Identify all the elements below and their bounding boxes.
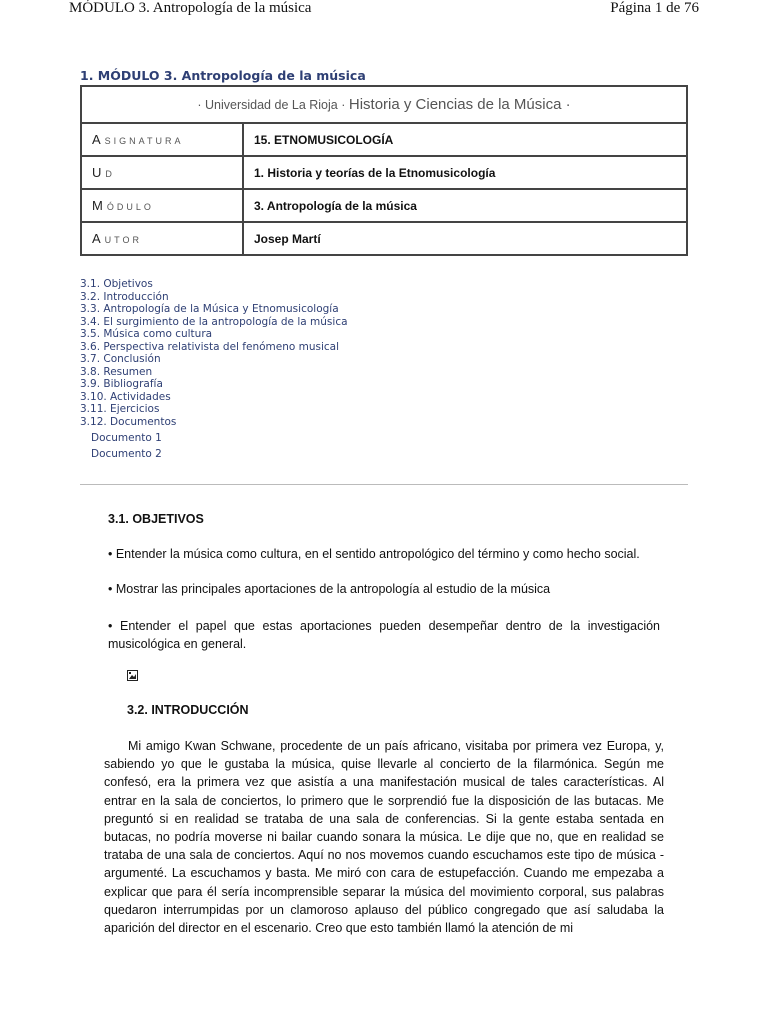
broken-image-icon xyxy=(127,670,138,681)
toc-link[interactable]: 3.3. Antropología de la Música y Etnomusicología xyxy=(80,303,339,315)
row-value-ud: 1. Historia y teorías de la Etnomusicología xyxy=(243,156,687,189)
toc-link[interactable]: 3.11. Ejercicios xyxy=(80,403,160,415)
university-name: · Universidad de La Rioja · xyxy=(197,98,346,112)
toc-link[interactable]: 3.5. Música como cultura xyxy=(80,328,213,340)
toc-link[interactable]: 3.12. Documentos xyxy=(80,415,177,428)
row-key-modulo: M ÓDULO xyxy=(81,189,243,222)
toc-link[interactable]: 3.10. Actividades xyxy=(80,390,171,403)
course-info-table xyxy=(80,85,688,256)
section-heading-objetivos: 3.1. OBJETIVOS xyxy=(108,512,204,526)
header-page-number: Página 1 de 76 xyxy=(610,0,699,16)
table-of-contents xyxy=(80,278,348,460)
header-module-title: MÓDULO 3. Antropología de la música xyxy=(69,0,312,16)
row-key-ud: U D xyxy=(81,156,243,189)
objective-item: • Mostrar las principales aportaciones de la antropología al estudio de la música xyxy=(108,582,551,596)
row-key-asignatura: A SIGNATURA xyxy=(81,123,243,156)
toc-link[interactable]: 3.9. Bibliografía xyxy=(80,378,163,390)
university-banner xyxy=(81,86,687,123)
toc-link[interactable]: 3.2. Introducción xyxy=(80,290,169,303)
page-header xyxy=(0,0,768,20)
introduction-paragraph: Mi amigo Kwan Schwane, procedente de un país africano, visitaba por primera vez Europa, y, sabiendo yo que le gustaba la música, quise llevarle al concierto de la filarmónica. Según me confesó, era la primera vez que asistía a una manifestación musical de tales características. Al entrar en la sala de conciertos, lo primero que le sorprendió fue la disposición de las butacas. Me preguntó si en realidad se trataba de una sala de conferencias. Si la gente estaba sentada en butacas, no podría moverse ni bailar cuando sonara la música. Le dije que no, que en realidad se trataba de una sala de conciertos. Aquí no nos movemos cuando escuchamos este tipo de música -argumenté. La escuchamos y basta. Me miró con cara de estupefacción. Cuando me empezaba a explicar que para él sería incomprensible separar la música del movimiento corporal, sus palabras quedaron interrumpidas por un clamoroso aplauso del público congregado que así saludaba la aparición del director en el escenario. Creo que esto también llamó la atención de mi xyxy=(104,739,664,936)
toc-link[interactable]: 3.1. Objetivos xyxy=(80,278,153,290)
row-value-modulo: 3. Antropología de la música xyxy=(243,189,687,222)
section-divider xyxy=(80,484,688,485)
objective-item: • Entender el papel que estas aportaciones pueden desempeñar dentro de la investigación musicológica en general. xyxy=(108,619,660,651)
toc-link[interactable]: 3.4. El surgimiento de la antropología de la música xyxy=(80,315,348,328)
toc-document-link[interactable]: Documento 2 xyxy=(91,448,162,460)
row-key-autor: A UTOR xyxy=(81,222,243,255)
toc-link[interactable]: 3.6. Perspectiva relativista del fenómeno musical xyxy=(80,340,340,353)
department-name: Historia y Ciencias de la Música · xyxy=(348,96,571,113)
toc-link[interactable]: 3.8. Resumen xyxy=(80,365,153,378)
toc-link[interactable]: 3.7. Conclusión xyxy=(80,353,161,365)
row-value-autor: Josep Martí xyxy=(243,222,687,255)
module-title-link[interactable]: 1. MÓDULO 3. Antropología de la música xyxy=(80,68,366,83)
toc-document-link[interactable]: Documento 1 xyxy=(91,432,162,444)
section-heading-introduccion: 3.2. INTRODUCCIÓN xyxy=(127,703,249,717)
row-value-asignatura: 15. ETNOMUSICOLOGÍA xyxy=(243,123,687,156)
objective-item: • Entender la música como cultura, en el sentido antropológico del término y como hecho social. xyxy=(108,547,640,561)
